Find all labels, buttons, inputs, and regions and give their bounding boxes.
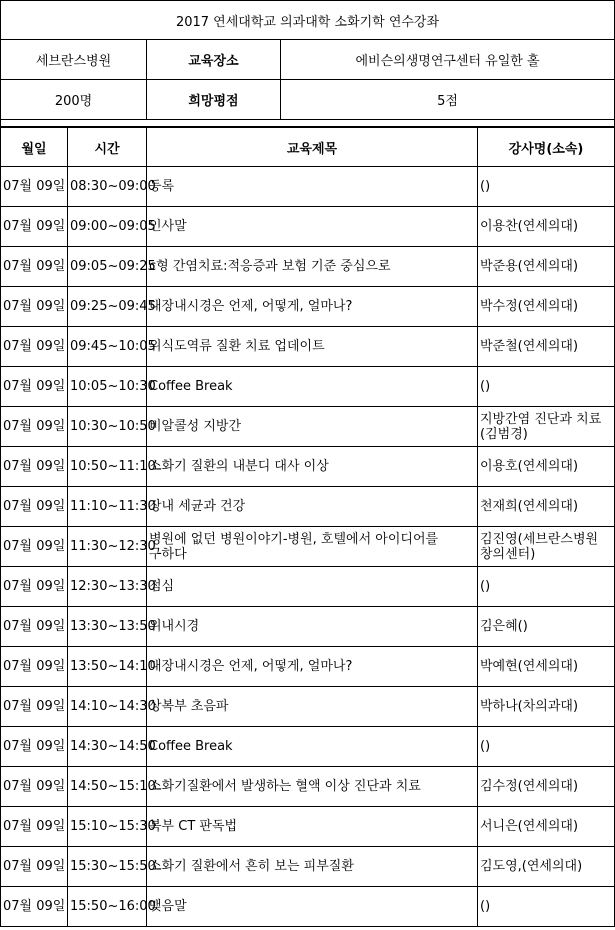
lecturer-cell: 박준용(연세의대) bbox=[478, 247, 615, 287]
time-cell: 13:50~14:10 bbox=[68, 647, 147, 687]
time-cell: 10:05~10:30 bbox=[68, 367, 147, 407]
lecturer-cell: 김수정(연세의대) bbox=[478, 767, 615, 807]
table-row bbox=[1, 727, 615, 767]
date-cell: 07월 09일 bbox=[1, 727, 68, 767]
date-cell: 07월 09일 bbox=[1, 247, 68, 287]
title-cell: 위식도역류 질환 치료 업데이트 bbox=[147, 327, 478, 367]
title-cell: 비알콜성 지방간 bbox=[147, 407, 478, 447]
lecturer-cell: 김은혜() bbox=[478, 607, 615, 647]
title-cell: 맺음말 bbox=[147, 887, 478, 927]
time-cell: 14:50~15:10 bbox=[68, 767, 147, 807]
venue-value: 에비슨의생명연구센터 유일한 홀 bbox=[281, 40, 615, 80]
lecturer-cell: 박수정(연세의대) bbox=[478, 287, 615, 327]
time-cell: 09:00~09:05 bbox=[68, 207, 147, 247]
date-cell: 07월 09일 bbox=[1, 807, 68, 847]
date-cell: 07월 09일 bbox=[1, 447, 68, 487]
capacity-value: 200명 bbox=[1, 80, 147, 120]
title-cell: 소화기 질환에서 흔히 보는 피부질환 bbox=[147, 847, 478, 887]
title-cell: 인사말 bbox=[147, 207, 478, 247]
table-row bbox=[1, 367, 615, 407]
table-row bbox=[1, 647, 615, 687]
course-title: 2017 연세대학교 의과대학 소화기학 연수강좌 bbox=[1, 1, 615, 40]
table-row bbox=[1, 407, 615, 447]
lecturer-cell: () bbox=[478, 567, 615, 607]
lecturer-cell: () bbox=[478, 367, 615, 407]
table-row bbox=[1, 887, 615, 927]
schedule-body bbox=[1, 167, 615, 927]
table-row bbox=[1, 327, 615, 367]
date-cell: 07월 09일 bbox=[1, 607, 68, 647]
rating-label: 희망평점 bbox=[147, 80, 281, 120]
time-cell: 08:30~09:00 bbox=[68, 167, 147, 207]
venue-row bbox=[1, 40, 615, 80]
title-cell: Coffee Break bbox=[147, 367, 478, 407]
title-cell: 소화기질환에서 발생하는 혈액 이상 진단과 치료 bbox=[147, 767, 478, 807]
date-cell: 07월 09일 bbox=[1, 647, 68, 687]
date-cell: 07월 09일 bbox=[1, 367, 68, 407]
date-cell: 07월 09일 bbox=[1, 207, 68, 247]
time-cell: 14:30~14:50 bbox=[68, 727, 147, 767]
title-cell: 상복부 초음파 bbox=[147, 687, 478, 727]
lecturer-cell: 박하나(차의과대) bbox=[478, 687, 615, 727]
date-cell: 07월 09일 bbox=[1, 887, 68, 927]
hospital-name: 세브란스병원 bbox=[1, 40, 147, 80]
lecturer-cell: 박준철(연세의대) bbox=[478, 327, 615, 367]
table-row bbox=[1, 567, 615, 607]
schedule-table bbox=[0, 127, 615, 927]
schedule-header-row bbox=[1, 128, 615, 167]
date-cell: 07월 09일 bbox=[1, 407, 68, 447]
date-cell: 07월 09일 bbox=[1, 527, 68, 567]
time-cell: 15:30~15:50 bbox=[68, 847, 147, 887]
title-cell: 점심 bbox=[147, 567, 478, 607]
date-cell: 07월 09일 bbox=[1, 767, 68, 807]
table-row bbox=[1, 247, 615, 287]
lecturer-cell: () bbox=[478, 727, 615, 767]
title-row bbox=[1, 1, 615, 40]
date-cell: 07월 09일 bbox=[1, 327, 68, 367]
lecturer-cell: 박예현(연세의대) bbox=[478, 647, 615, 687]
time-cell: 09:25~09:45 bbox=[68, 287, 147, 327]
title-cell: 병원에 없던 병원이야기-병원, 호텔에서 아이디어를 구하다 bbox=[147, 527, 478, 567]
title-column-header: 교육제목 bbox=[147, 128, 478, 167]
date-cell: 07월 09일 bbox=[1, 167, 68, 207]
title-cell: Coffee Break bbox=[147, 727, 478, 767]
table-row bbox=[1, 607, 615, 647]
time-cell: 09:05~09:25 bbox=[68, 247, 147, 287]
lecturer-cell: 천재희(연세의대) bbox=[478, 487, 615, 527]
title-cell: 대장내시경은 언제, 어떻게, 얼마나? bbox=[147, 647, 478, 687]
course-info-table bbox=[0, 0, 615, 127]
spacer-row bbox=[1, 120, 615, 127]
lecturer-column-header: 강사명(소속) bbox=[478, 128, 615, 167]
table-row bbox=[1, 447, 615, 487]
title-cell: 등록 bbox=[147, 167, 478, 207]
date-cell: 07월 09일 bbox=[1, 567, 68, 607]
lecturer-cell: () bbox=[478, 167, 615, 207]
table-row bbox=[1, 767, 615, 807]
lecturer-cell: 서니은(연세의대) bbox=[478, 807, 615, 847]
table-row bbox=[1, 487, 615, 527]
capacity-row bbox=[1, 80, 615, 120]
time-cell: 14:10~14:30 bbox=[68, 687, 147, 727]
time-cell: 10:30~10:50 bbox=[68, 407, 147, 447]
lecturer-cell: 이용찬(연세의대) bbox=[478, 207, 615, 247]
title-cell: 장내 세균과 건강 bbox=[147, 487, 478, 527]
time-cell: 13:30~13:50 bbox=[68, 607, 147, 647]
title-cell: 대장내시경은 언제, 어떻게, 얼마나? bbox=[147, 287, 478, 327]
title-cell: c형 간염치료:적응증과 보험 기준 중심으로 bbox=[147, 247, 478, 287]
venue-label: 교육장소 bbox=[147, 40, 281, 80]
time-cell: 12:30~13:30 bbox=[68, 567, 147, 607]
lecturer-cell: 이용호(연세의대) bbox=[478, 447, 615, 487]
time-cell: 15:10~15:30 bbox=[68, 807, 147, 847]
table-row bbox=[1, 207, 615, 247]
time-cell: 15:50~16:00 bbox=[68, 887, 147, 927]
date-cell: 07월 09일 bbox=[1, 487, 68, 527]
title-cell: 소화기 질환의 내분디 대사 이상 bbox=[147, 447, 478, 487]
table-row bbox=[1, 807, 615, 847]
table-row bbox=[1, 527, 615, 567]
date-cell: 07월 09일 bbox=[1, 687, 68, 727]
table-row bbox=[1, 847, 615, 887]
time-cell: 09:45~10:05 bbox=[68, 327, 147, 367]
lecturer-cell: 지방간염 진단과 치료(김범경) bbox=[478, 407, 615, 447]
lecturer-cell: 김도영,(연세의대) bbox=[478, 847, 615, 887]
date-column-header: 월일 bbox=[1, 128, 68, 167]
date-cell: 07월 09일 bbox=[1, 287, 68, 327]
title-cell: 복부 CT 판독법 bbox=[147, 807, 478, 847]
time-cell: 11:30~12:30 bbox=[68, 527, 147, 567]
time-cell: 11:10~11:30 bbox=[68, 487, 147, 527]
title-cell: 위내시경 bbox=[147, 607, 478, 647]
rating-value: 5점 bbox=[281, 80, 615, 120]
time-cell: 10:50~11:10 bbox=[68, 447, 147, 487]
date-cell: 07월 09일 bbox=[1, 847, 68, 887]
time-column-header: 시간 bbox=[68, 128, 147, 167]
table-row bbox=[1, 287, 615, 327]
lecturer-cell: () bbox=[478, 887, 615, 927]
lecturer-cell: 김진영(세브란스병원 창의센터) bbox=[478, 527, 615, 567]
table-row bbox=[1, 167, 615, 207]
table-row bbox=[1, 687, 615, 727]
